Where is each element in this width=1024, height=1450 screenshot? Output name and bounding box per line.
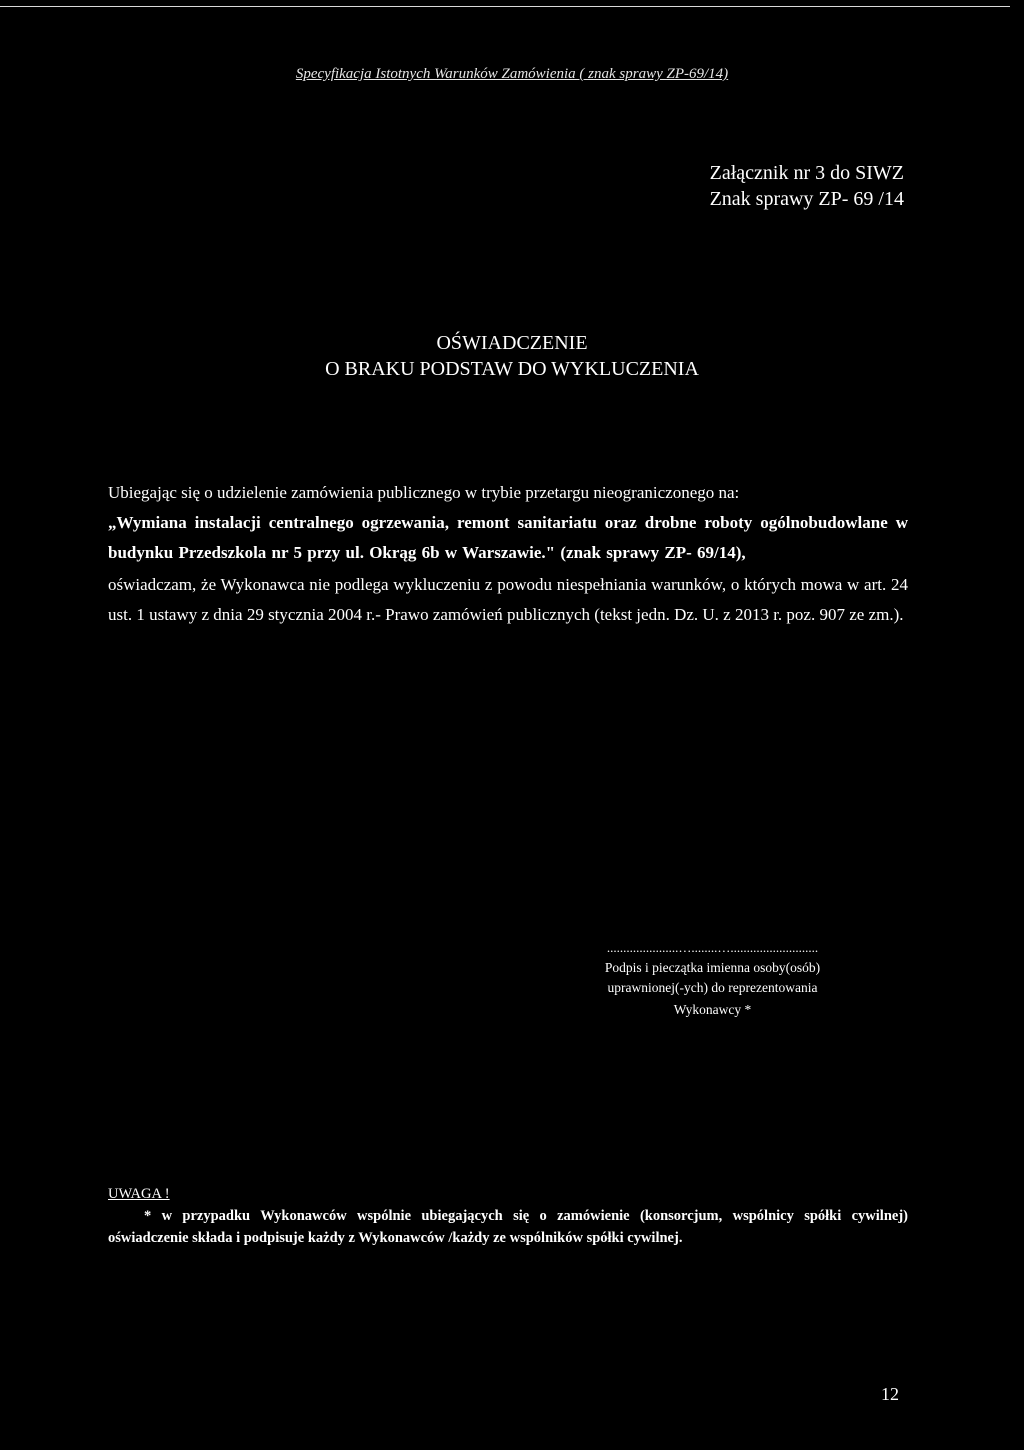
top-rule	[0, 6, 1010, 7]
note-title: UWAGA !	[108, 1186, 170, 1202]
title-line-1: OŚWIADCZENIE	[436, 332, 588, 354]
intro-paragraph: Ubiegając się o udzielenie zamówienia publicznego w trybie przetargu nieograniczonego na:	[108, 483, 740, 502]
document-title	[0, 330, 1024, 382]
declaration-paragraph: oświadczam, że Wykonawca nie podlega wykluczeniu z powodu niespełniania warunków, o których mowa w art. 24 ust. 1 ustawy z dnia 29 stycznia 2004 r.- Prawo zamówień publicznych (tekst jedn. Dz. U. z 2013 r. poz. 907 ze zm.).	[108, 575, 908, 624]
note-text: * w przypadku Wykonawców wspólnie ubiegających się o zamówienie (konsorcjum, wspólnicy spółki cywilnej) oświadczenie składa i podpisuje każdy z Wykonawców /każdy ze wspólników spółki cywilnej.	[108, 1208, 908, 1246]
page-number: 12	[881, 1384, 899, 1404]
contract-name: „Wymiana instalacji centralnego ogrzewania, remont sanitariatu oraz drobne roboty ogólnobudowlane w budynku Przedszkola nr 5 przy ul. Okrąg 6b w Warszawie." (znak sprawy ZP- 69/14),	[108, 513, 908, 562]
signature-caption-2: uprawnionej(-ych) do reprezentowania	[607, 980, 818, 995]
title-line-2: O BRAKU PODSTAW DO WYKLUCZENIA	[325, 358, 699, 380]
signature-line: ......................…........…...........................	[606, 940, 819, 955]
note-block	[108, 1183, 908, 1249]
signature-block	[540, 938, 885, 1020]
running-header: Specyfikacja Istotnych Warunków Zamówienia ( znak sprawy ZP-69/14)	[295, 66, 729, 82]
annex-block	[710, 160, 904, 212]
body-text	[108, 478, 908, 630]
signature-caption-1: Podpis i pieczątka imienna osoby(osób)	[604, 960, 821, 975]
signature-caption-3: Wykonawcy *	[673, 1002, 752, 1017]
annex-label: Załącznik nr 3 do SIWZ	[709, 162, 904, 184]
case-number: Znak sprawy ZP- 69 /14	[709, 188, 904, 210]
